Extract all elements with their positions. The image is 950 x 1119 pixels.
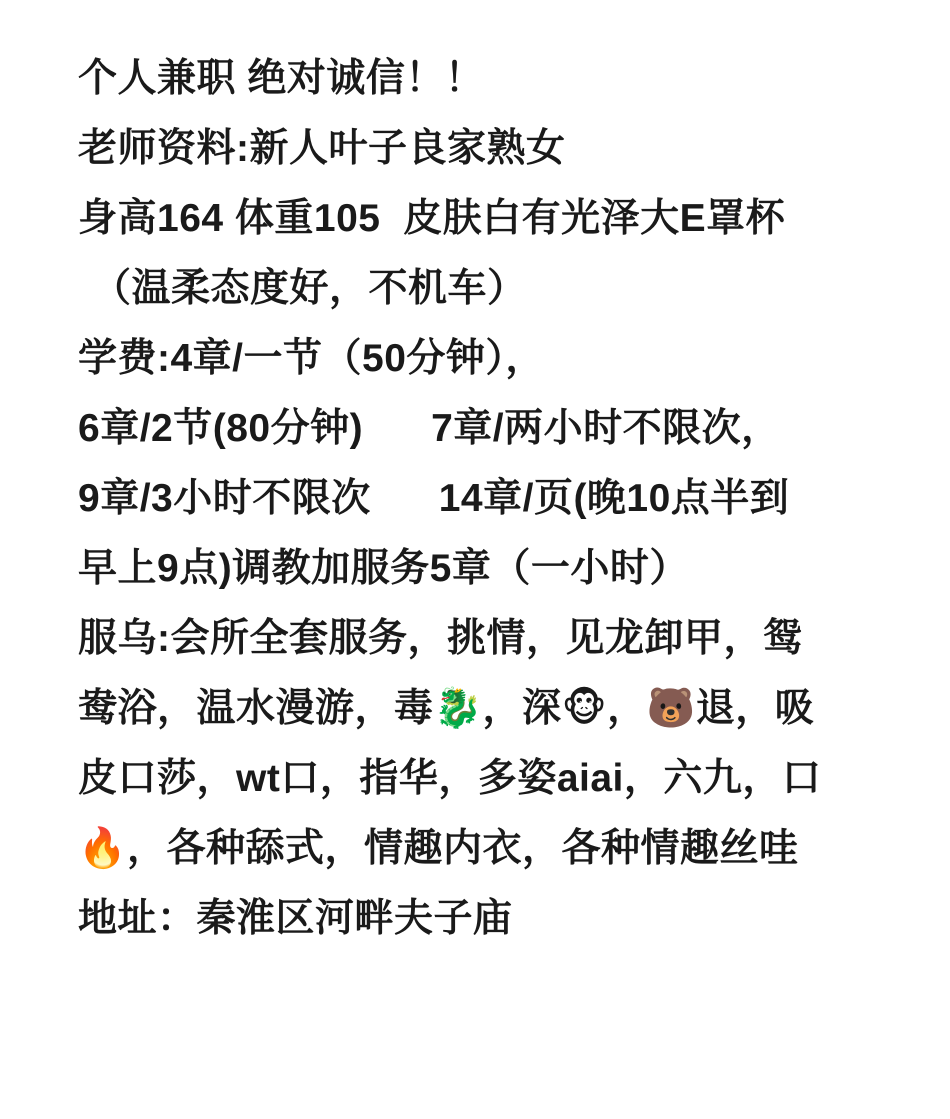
text-line: 身高164 体重105 皮肤白有光泽大E罩杯 [78,197,786,240]
text-line: 早上9点)调教加服务5章（一小时） [78,547,689,590]
text-line: 皮口莎，wt口，指华，多姿aiai，六九，口 [78,757,822,800]
text-line: （温柔态度好，不机车） [92,267,527,310]
text-line: 地址：秦淮区河畔夫子庙 [78,897,513,940]
text-line: 🔥，各种舔式，情趣内衣，各种情趣丝哇 [78,827,799,870]
text-line: 9章/3小时不限次 14章/页(晚10点半到 [78,477,790,520]
text-line: 6章/2节(80分钟) 7章/两小时不限次， [78,407,781,450]
text-line: 服乌:会所全套服务，挑情，见龙卸甲，鸳 [78,617,803,660]
text-line: 鸯浴，温水漫游，毒🐉，深🐵，🐻退，吸 [78,687,815,730]
advertisement-text-block [78,44,890,954]
text-line: 老师资料:新人叶子良家熟女 [78,127,566,170]
text-line: 学费:4章/一节（50分钟）， [78,337,545,380]
text-line: 个人兼职 绝对诚信！！ [78,57,485,100]
